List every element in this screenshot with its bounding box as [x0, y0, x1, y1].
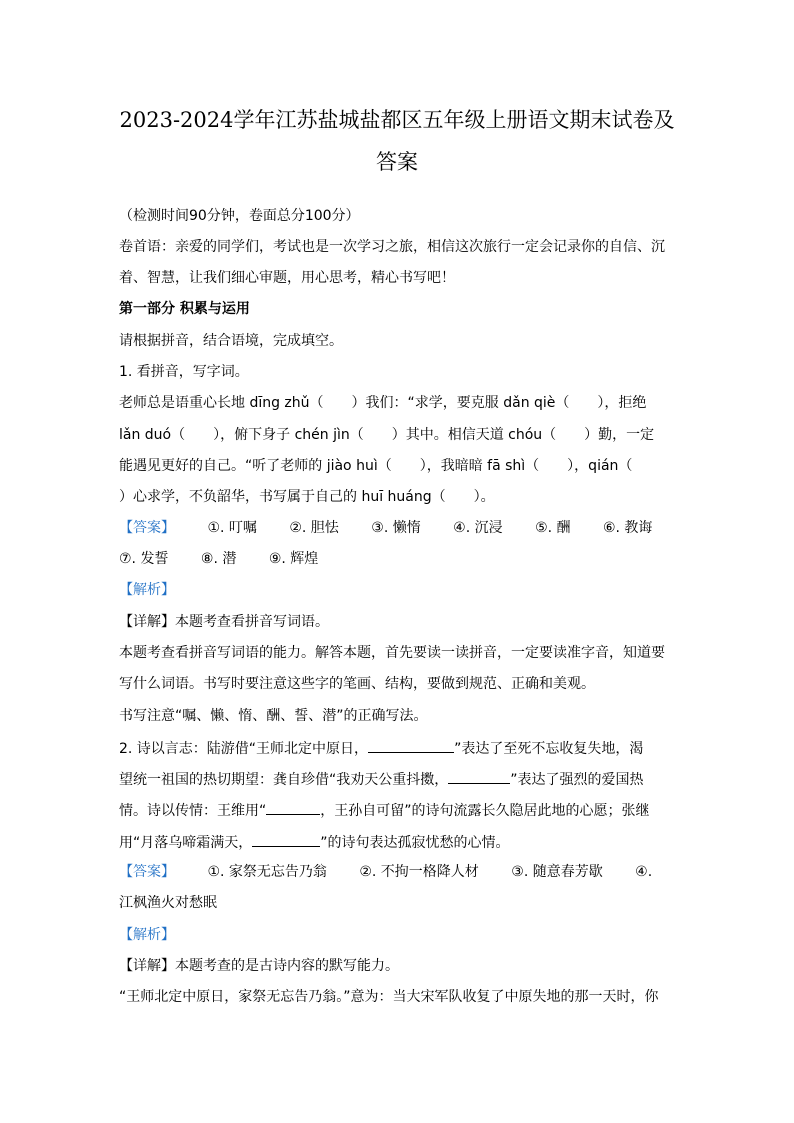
- q2-explain-line-1: “王师北定中原日，家祭无忘告乃翁。”意为：当大宋军队收复了中原失地的那一天时，你: [119, 989, 659, 1005]
- q1-answer-row-1: [119, 519, 679, 537]
- answer-item: ③. 随意春芳歇: [511, 864, 603, 880]
- answer-item: ⑤. 酬: [535, 520, 571, 536]
- q1-analysis-label: 【解析】: [119, 582, 175, 598]
- q2-line-4: [119, 832, 679, 852]
- q1-detail: 【详解】本题考查看拼音写词语。: [119, 614, 329, 630]
- answer-item: ④. 沉浸: [453, 520, 503, 536]
- q1-text-line-3: 能遇见更好的自己。“听了老师的 jiào huì（ ），我暗暗 fā shì（ ），qián（: [119, 458, 633, 474]
- answer-item: ⑨. 辉煌: [268, 551, 319, 567]
- q1-explain-line-1: 本题考查看拼音写词语的能力。解答本题，首先要读一读拼音，一定要读准字音，知道要: [119, 645, 665, 661]
- q2-line-3: [119, 800, 679, 820]
- q1-title: 1. 看拼音，写字词。: [119, 364, 249, 380]
- instruction: 请根据拼音，结合语境，完成填空。: [119, 333, 343, 349]
- q2-detail: 【详解】本题考查的是古诗内容的默写能力。: [119, 958, 399, 974]
- document-title-line1: 2023-2024学年江苏盐城盐都区五年级上册语文期末试卷及: [119, 108, 675, 132]
- exam-info: （检测时间90分钟，卷面总分100分）: [119, 208, 360, 224]
- answer-item: ⑥. 教诲: [602, 520, 653, 536]
- q1-answer-row-2: [119, 550, 679, 568]
- q2-line-1-start: 2. 诗以言志：陆游借“王师北定中原日，: [119, 741, 369, 757]
- q1-text-line-4: ）心求学，不负韶华，书写属于自己的 huī huáng（ ）。: [119, 489, 495, 505]
- preface-line-1: 卷首语：亲爱的同学们，考试也是一次学习之旅，相信这次旅行一定会记录你的自信、沉: [119, 239, 665, 255]
- answer-item: ③. 懒惰: [371, 520, 421, 536]
- q2-line-1-end: ”表达了至死不忘收复失地，渴: [454, 741, 644, 757]
- q2-line-4-end: ”的诗句表达孤寂忧愁的心情。: [320, 835, 510, 851]
- q2-answer-continuation: 江枫渔火对愁眠: [119, 895, 217, 911]
- q2-line-3-start: 情。诗以传情：王维用“: [119, 803, 267, 819]
- q2-line-3-end: ，王孙自可留”的诗句流露长久隐居此地的心愿；张继: [320, 803, 650, 819]
- answer-blank: [252, 832, 320, 847]
- answer-item: ②. 不拘一格降人材: [359, 864, 479, 880]
- answer-blank: [448, 769, 510, 784]
- q2-analysis-label: 【解析】: [119, 927, 175, 943]
- part1-heading: 第一部分 积累与运用: [119, 301, 250, 317]
- q2-line-4-start: 用“月落乌啼霜满天，: [119, 835, 253, 851]
- q1-explain-line-2: 写什么词语。书写时要注意这些字的笔画、结构，要做到规范、正确和美观。: [119, 676, 595, 692]
- q2-line-1: [119, 738, 679, 758]
- q2-answer-row-1: [119, 863, 679, 881]
- answer-item: ①. 家祭无忘告乃翁: [207, 864, 327, 880]
- q1-explain-line-3: 书写注意“嘱、懒、惰、酬、誓、潜”的正确写法。: [119, 708, 428, 724]
- q1-text-line-2: lǎn duó（ ），俯下身子 chén jìn（ ）其中。相信天道 chóu（ ）勤，一定: [119, 427, 655, 443]
- q2-line-2-start: 望统一祖国的热切期望：龚自珍借“我劝天公重抖擞，: [119, 772, 449, 788]
- answer-item: ①. 叮嘱: [207, 520, 257, 536]
- preface-line-2: 着、智慧，让我们细心审题，用心思考，精心书写吧！: [119, 270, 455, 286]
- q1-text-line-1: 老师总是语重心长地 dīng zhǔ（ ）我们：“求学，要克服 dǎn qiè（ ），拒绝: [119, 395, 647, 411]
- answer-item: ⑧. 潜: [200, 551, 237, 567]
- document-title-line2: 答案: [376, 150, 418, 174]
- answer-item: ④.: [635, 864, 653, 880]
- answer-label: 【答案】: [119, 520, 175, 536]
- answer-blank: [368, 738, 454, 753]
- q2-line-2-end: ”表达了强烈的爱国热: [510, 772, 644, 788]
- answer-item: ②. 胆怯: [289, 520, 339, 536]
- answer-item: ⑦. 发誓: [119, 551, 169, 567]
- answer-label: 【答案】: [119, 864, 175, 880]
- q2-line-2: [119, 769, 679, 789]
- answer-blank: [266, 800, 320, 815]
